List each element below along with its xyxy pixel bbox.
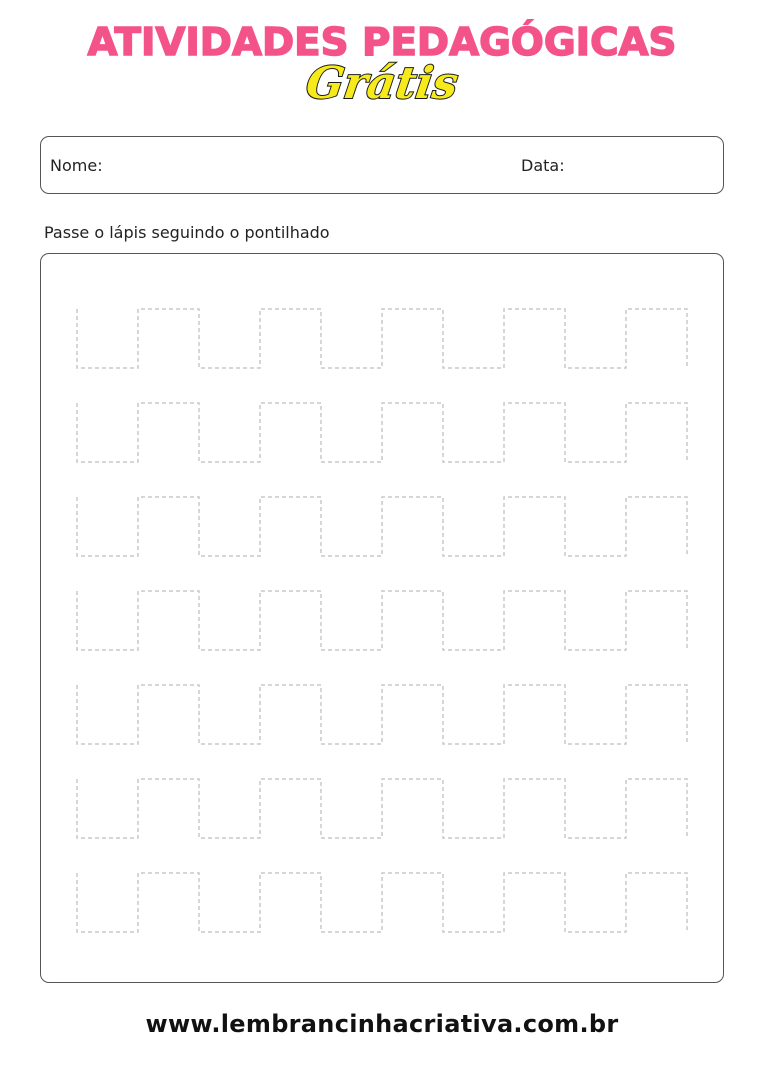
tracing-row-2	[77, 403, 687, 462]
tracing-row-5	[77, 685, 687, 744]
page-subtitle: Grátis	[302, 58, 462, 109]
tracing-row-3	[77, 497, 687, 556]
tracing-row-4	[77, 591, 687, 650]
tracing-row-7	[77, 873, 687, 932]
tracing-row-1	[77, 309, 687, 368]
page-title: ATIVIDADES PEDAGÓGICAS	[87, 20, 677, 64]
footer-website-url: www.lembrancinhacriativa.com.br	[145, 1010, 619, 1038]
tracing-row-6	[77, 779, 687, 838]
name-field-label: Nome:	[50, 156, 103, 175]
date-field-label: Data:	[521, 156, 565, 175]
activity-instruction: Passe o lápis seguindo o pontilhado	[44, 223, 330, 242]
